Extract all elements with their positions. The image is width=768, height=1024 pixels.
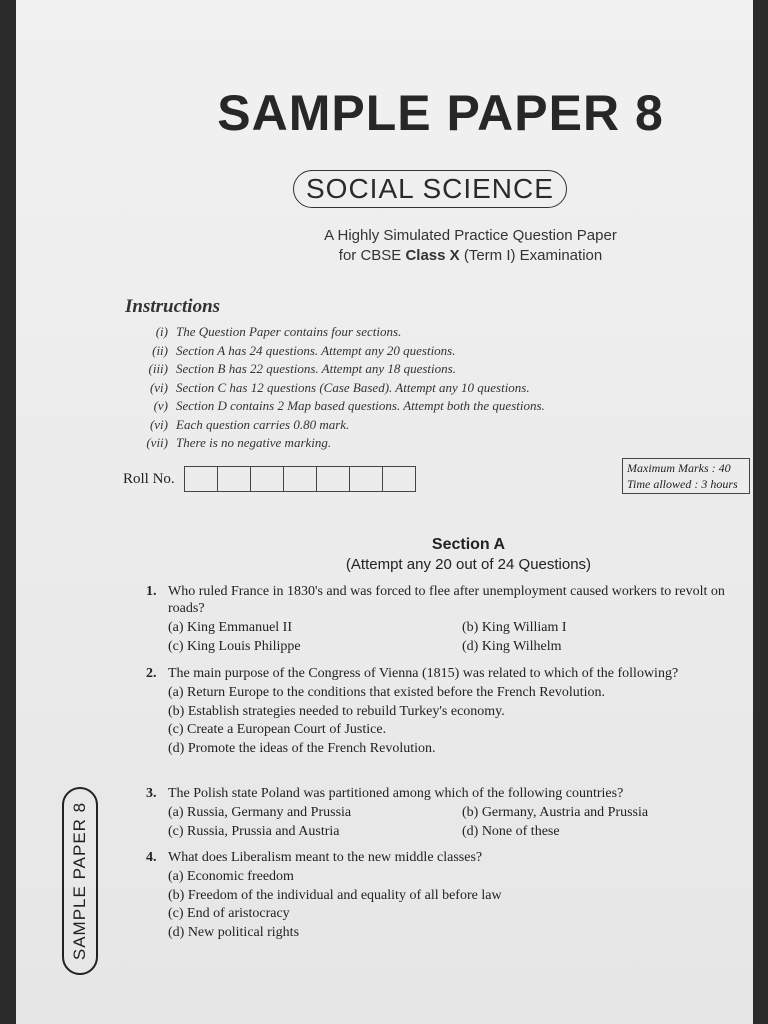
options <box>146 684 750 758</box>
roll-digit-box[interactable] <box>185 467 218 491</box>
question-number: 2. <box>146 666 157 681</box>
instructions-heading: Instructions <box>125 296 221 317</box>
options <box>146 868 750 942</box>
option: (d) Promote the ideas of the French Revolution. <box>168 740 436 756</box>
roll-digit-box[interactable] <box>317 467 350 491</box>
question-number: 4. <box>146 850 157 865</box>
options <box>146 619 750 656</box>
question-text: The Polish state Poland was partitioned among which of the following countries? <box>168 786 624 801</box>
time-allowed: Time allowed : 3 hours <box>627 477 738 491</box>
roll-digit-box[interactable] <box>350 467 383 491</box>
option: (a) Russia, Germany and Prussia <box>168 805 352 820</box>
option: (b) Germany, Austria and Prussia <box>462 805 649 820</box>
instruction-item: (vii) There is no negative marking. <box>146 435 332 450</box>
paper-page <box>16 0 753 1024</box>
option: (c) End of aristocracy <box>168 906 290 921</box>
option: (a) Economic freedom <box>168 869 294 884</box>
option: (d) King Wilhelm <box>462 638 562 654</box>
option: (a) King Emmanuel II <box>168 620 293 635</box>
instruction-item: (ii) Section A has 24 questions. Attempt any 20 questions. <box>152 342 456 358</box>
maximum-marks: Maximum Marks : 40 <box>627 461 731 475</box>
option: (c) Create a European Court of Justice. <box>168 722 387 737</box>
roll-digit-box[interactable] <box>251 467 284 491</box>
roll-digit-box[interactable] <box>284 467 317 491</box>
tagline-line-2: for CBSE Class X (Term I) Examination <box>338 247 603 264</box>
question-text: The main purpose of the Congress of Vienna (1815) was related to which of the following? <box>168 666 679 681</box>
section-subheading: (Attempt any 20 out of 24 Questions) <box>345 556 592 573</box>
paper-title: SAMPLE PAPER 8 <box>217 85 664 141</box>
question-1 <box>146 583 750 656</box>
instructions-list <box>136 324 545 454</box>
instruction-item: (vi) Section C has 12 questions (Case Based). Attempt any 10 questions. <box>149 379 530 395</box>
side-tab-label: SAMPLE PAPER 8 <box>70 801 89 961</box>
roll-digit-box[interactable] <box>383 467 415 491</box>
roll-number-field <box>123 466 416 492</box>
instruction-item: (i) The Question Paper contains four sections. <box>155 324 402 339</box>
option: (b) King William I <box>462 620 567 635</box>
option: (d) None of these <box>462 823 560 839</box>
question-number: 1. <box>146 584 157 599</box>
option: (b) Freedom of the individual and equality of all before law <box>168 887 502 903</box>
options <box>146 804 750 841</box>
roll-number-label: Roll No. <box>123 470 175 487</box>
question-text: What does Liberalism meant to the new middle classes? <box>168 850 483 865</box>
roll-number-boxes[interactable] <box>184 466 416 492</box>
question-2 <box>146 665 750 758</box>
subject-badge: SOCIAL SCIENCE <box>293 170 567 208</box>
question-text: Who ruled France in 1830's and was forced to flee after unemployment caused workers to revolt on roads? <box>168 584 725 616</box>
tagline <box>16 226 753 266</box>
side-tab <box>62 787 98 975</box>
tagline-line-1: A Highly Simulated Practice Question Paper <box>324 227 617 244</box>
option: (a) Return Europe to the conditions that existed before the French Revolution. <box>168 685 605 700</box>
option: (d) New political rights <box>168 924 300 940</box>
question-number: 3. <box>146 786 157 801</box>
marks-box <box>622 458 750 494</box>
option: (b) Establish strategies needed to rebuild Turkey's economy. <box>168 703 505 719</box>
question-4 <box>146 849 750 942</box>
section-heading: Section A <box>431 536 506 553</box>
instruction-item: (vi) Each question carries 0.80 mark. <box>149 416 350 432</box>
instruction-item: (v) Section D contains 2 Map based questions. Attempt both the questions. <box>153 398 545 413</box>
option: (c) Russia, Prussia and Austria <box>168 823 340 839</box>
roll-digit-box[interactable] <box>218 467 251 491</box>
instruction-item: (iii) Section B has 22 questions. Attempt any 18 questions. <box>148 361 456 376</box>
question-3 <box>146 785 750 841</box>
option: (c) King Louis Philippe <box>168 638 301 654</box>
